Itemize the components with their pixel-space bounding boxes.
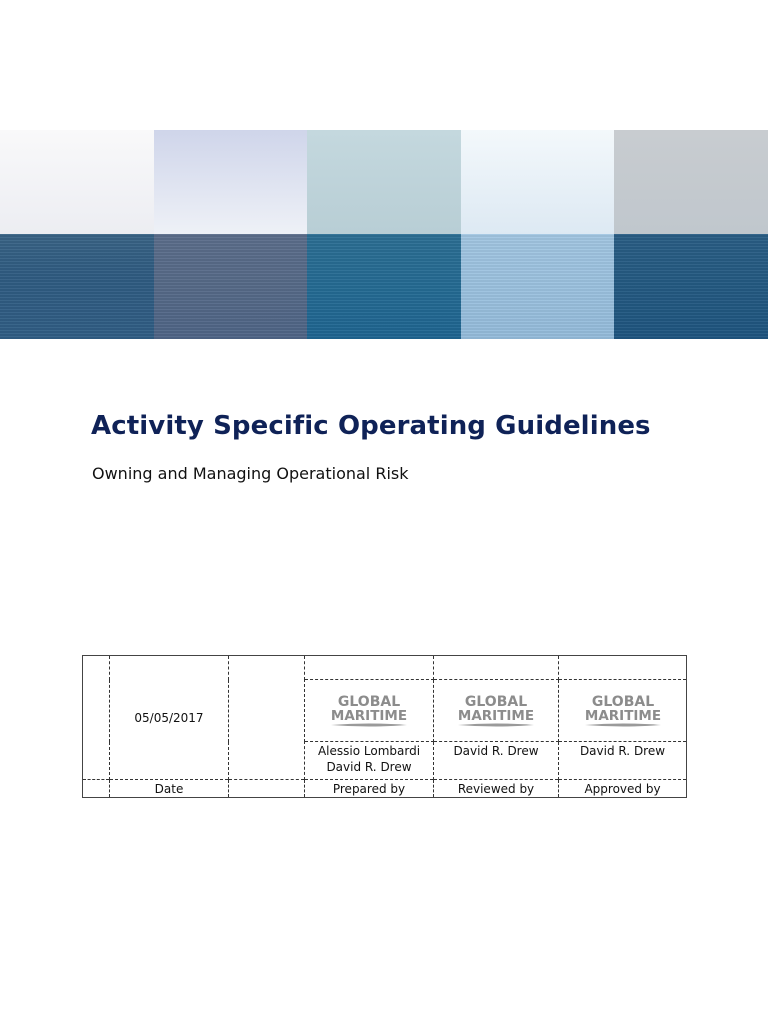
prepared-by-name-1: Alessio Lombardi (317, 744, 421, 758)
reviewed-by-label: Reviewed by (434, 780, 559, 798)
global-maritime-logo (444, 690, 548, 732)
sea-photo-banner (0, 130, 768, 339)
sea-horizon-photo-4 (461, 130, 615, 339)
reviewed-by-name: David R. Drew (434, 742, 559, 780)
sea-horizon-photo-1 (0, 130, 154, 339)
document-title: Activity Specific Operating Guidelines (91, 411, 651, 441)
reviewed-signature-cell (434, 680, 559, 742)
svg-text:MARITIME: MARITIME (584, 707, 661, 724)
signoff-date: 05/05/2017 (134, 710, 204, 725)
revision-cell (83, 656, 110, 780)
prepared-by-label: Prepared by (305, 780, 434, 798)
svg-text:GLOBAL: GLOBAL (464, 693, 528, 710)
sea-horizon-photo-2 (154, 130, 308, 339)
date-cell (110, 656, 229, 780)
svg-text:GLOBAL: GLOBAL (337, 693, 401, 710)
prepared-by-name-2: David R. Drew (326, 760, 412, 774)
sea-horizon-photo-5 (614, 130, 768, 339)
sea-horizon-photo-3 (307, 130, 461, 339)
approved-signature-cell (559, 680, 687, 742)
approved-by-label: Approved by (559, 780, 687, 798)
approved-by-name: David R. Drew (559, 742, 687, 780)
date-label: Date (110, 780, 229, 798)
global-maritime-logo (317, 690, 421, 732)
signoff-table (82, 655, 687, 798)
description-cell (229, 656, 305, 780)
svg-text:GLOBAL: GLOBAL (591, 693, 654, 710)
document-subtitle: Owning and Managing Operational Risk (92, 464, 409, 483)
prepared-signature-cell (305, 680, 434, 742)
global-maritime-logo (571, 690, 675, 732)
svg-text:MARITIME: MARITIME (457, 707, 535, 724)
prepared-by-names (305, 742, 434, 780)
svg-text:MARITIME: MARITIME (330, 707, 408, 724)
